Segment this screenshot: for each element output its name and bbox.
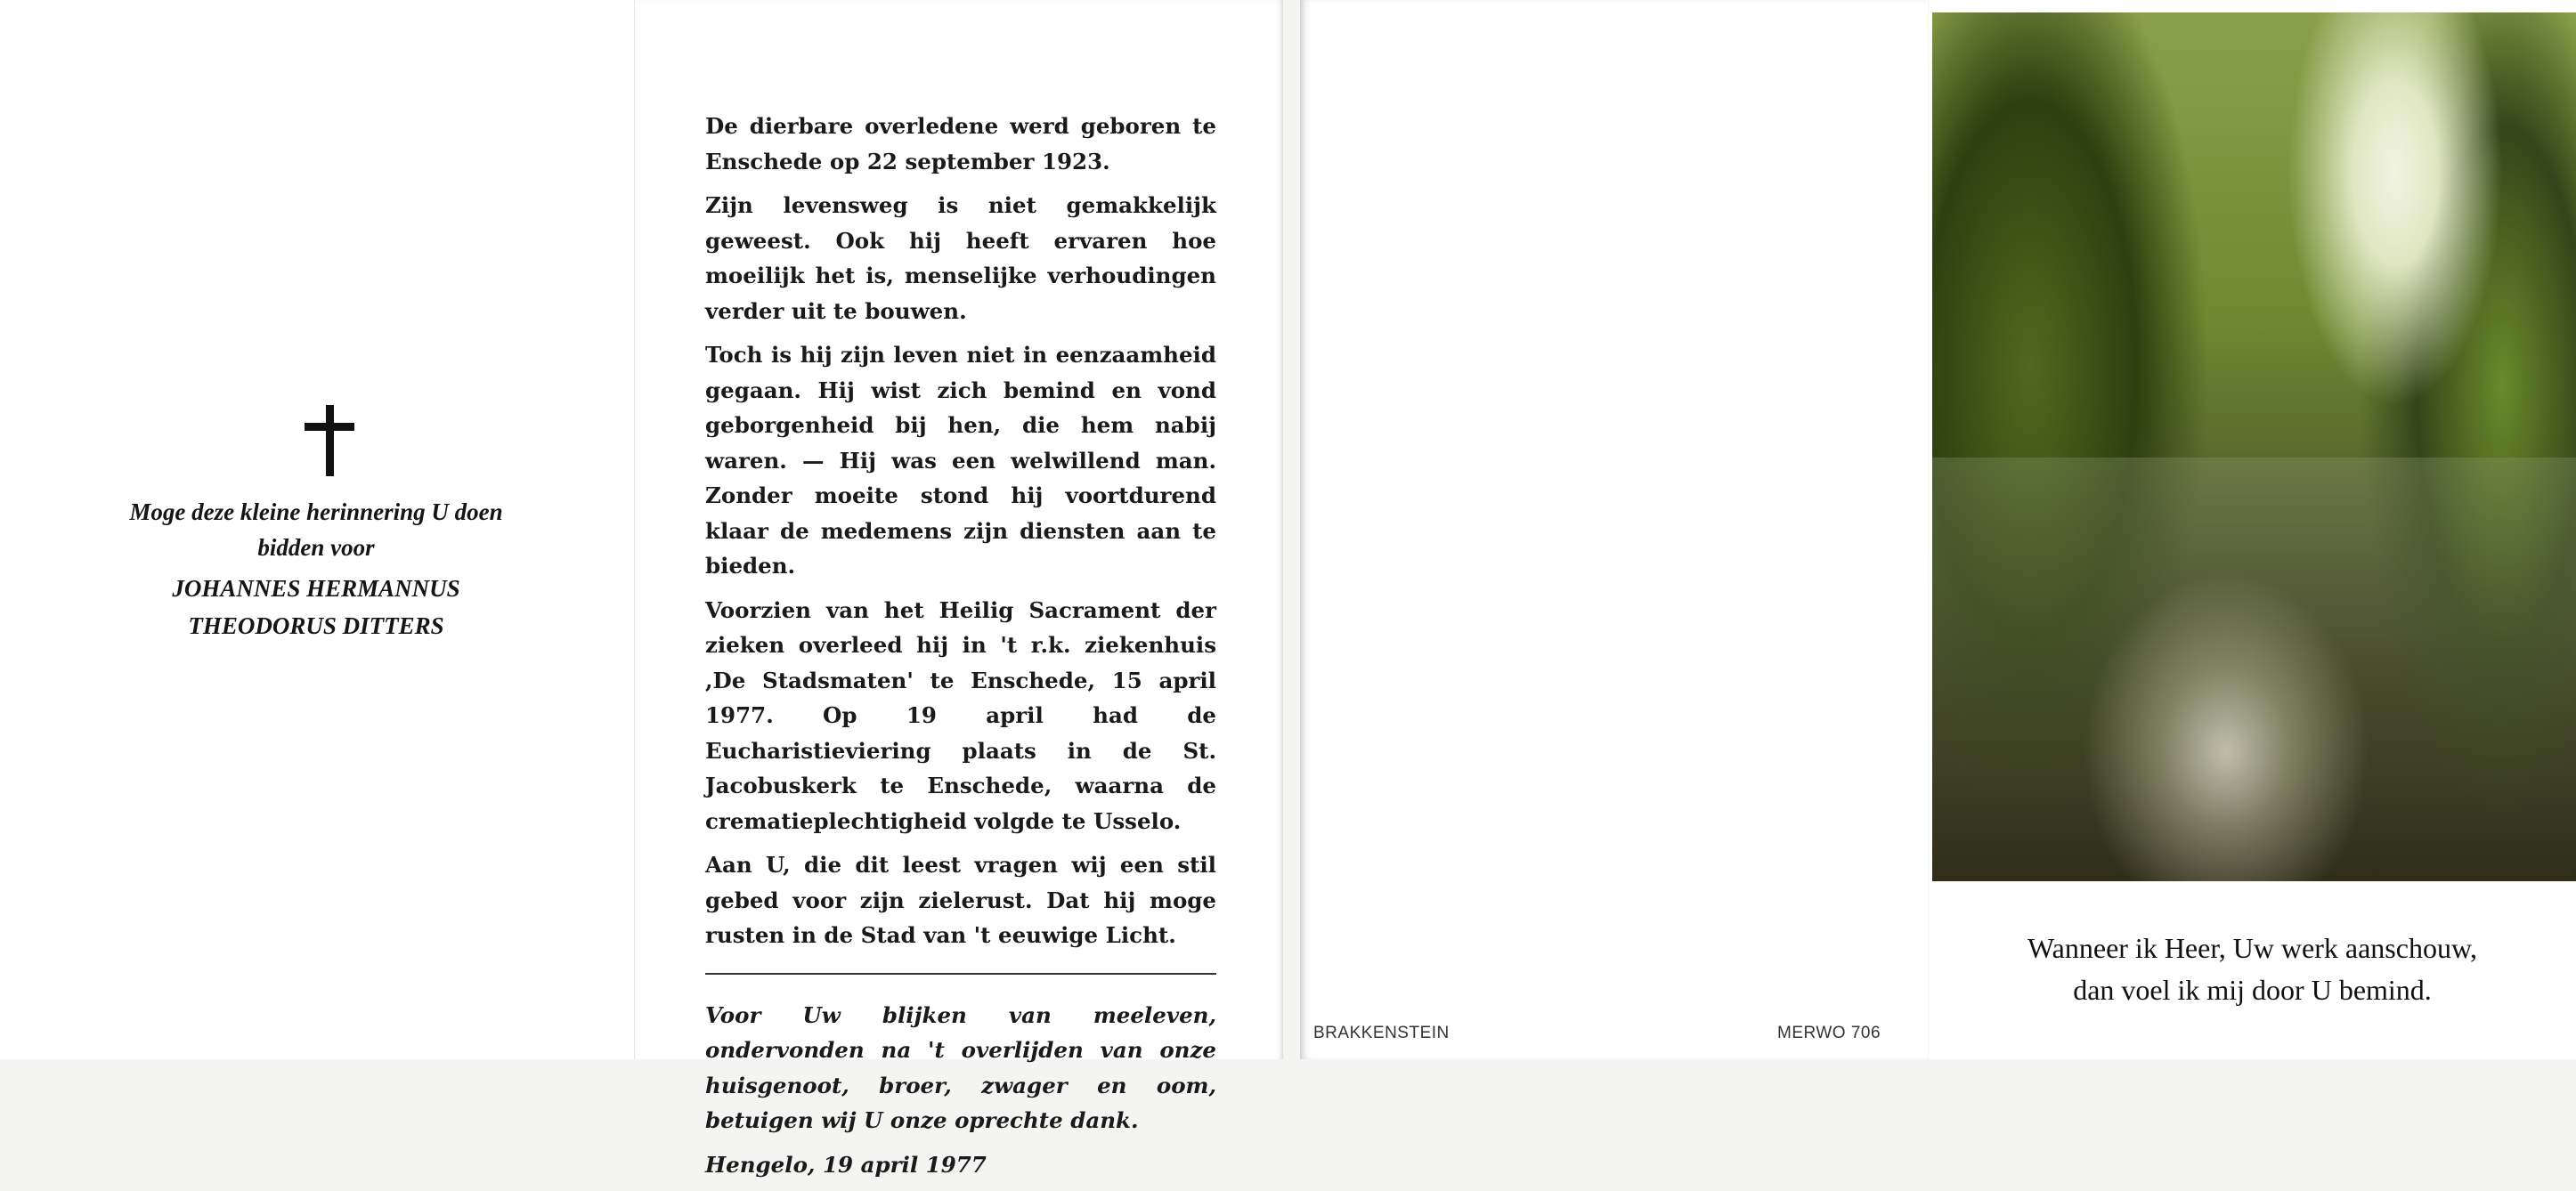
prayer-line: bidden voor — [257, 534, 375, 561]
divider — [705, 973, 1216, 975]
inside-left-panel — [0, 0, 635, 1059]
paragraph: Toch is hij zijn leven niet in eenzaamheid gegaan. Hij wist zich bemind en vond geborgenheid bij hen, die hem nabij waren. — Hij was een welwillend man. Zonder moeite stond hij voortdurend klaar de medemens zijn diensten aan te bieden. — [705, 342, 1216, 579]
verse — [1929, 928, 2576, 1011]
cross-icon — [305, 405, 354, 476]
verse-line: Wanneer ik Heer, Uw werk aanschouw, — [2027, 932, 2477, 964]
paragraph: Voorzien van het Heilig Sacrament der zieken overleed hij in 't r.k. ziekenhuis ,De Stadsmaten' te Enschede, 15 april 1977. Op 19 april had de Eucharistieviering plaats in de St. Jacobuskerk te Enschede, waarna de crematieplechtigheid volgde te Usselo. — [705, 596, 1216, 834]
willow-pond-photo — [1932, 12, 2576, 881]
paragraph: Aan U, die dit leest vragen wij een stil gebed voor zijn zielerust. Dat hij moge rusten in de Stad van 't eeuwige Licht. — [705, 852, 1216, 948]
biography-text — [705, 109, 1216, 1191]
paragraph: De dierbare overledene werd geboren te Enschede op 22 september 1923. — [705, 113, 1216, 174]
name-line: JOHANNES HERMANNUS — [172, 575, 460, 602]
name-line: THEODORUS DITTERS — [188, 612, 444, 639]
prayer-text — [36, 494, 597, 565]
paragraph: Zijn levensweg is niet gemakkelijk geweest. Ook hij heeft ervaren hoe moeilijk het is, menselijke verhoudingen verder uit te bouwen. — [705, 192, 1216, 324]
back-panel — [1300, 0, 1928, 1059]
deceased-name — [36, 570, 597, 644]
thanks-text: Voor Uw blijken van meeleven, ondervonden na 't overlijden van onze huisgenoot, broer, zwager en oom, betuigen wij U onze oprechte dank. — [705, 1001, 1216, 1133]
water-reflection — [1932, 458, 2576, 881]
publisher-label: BRAKKENSTEIN — [1313, 1024, 1450, 1042]
product-code: MERWO 706 — [1777, 1024, 1881, 1042]
place-date: Hengelo, 19 april 1977 — [705, 1151, 987, 1178]
verse-line: dan voel ik mij door U bemind. — [2073, 974, 2432, 1006]
prayer-line: Moge deze kleine herinnering U doen — [129, 498, 503, 525]
